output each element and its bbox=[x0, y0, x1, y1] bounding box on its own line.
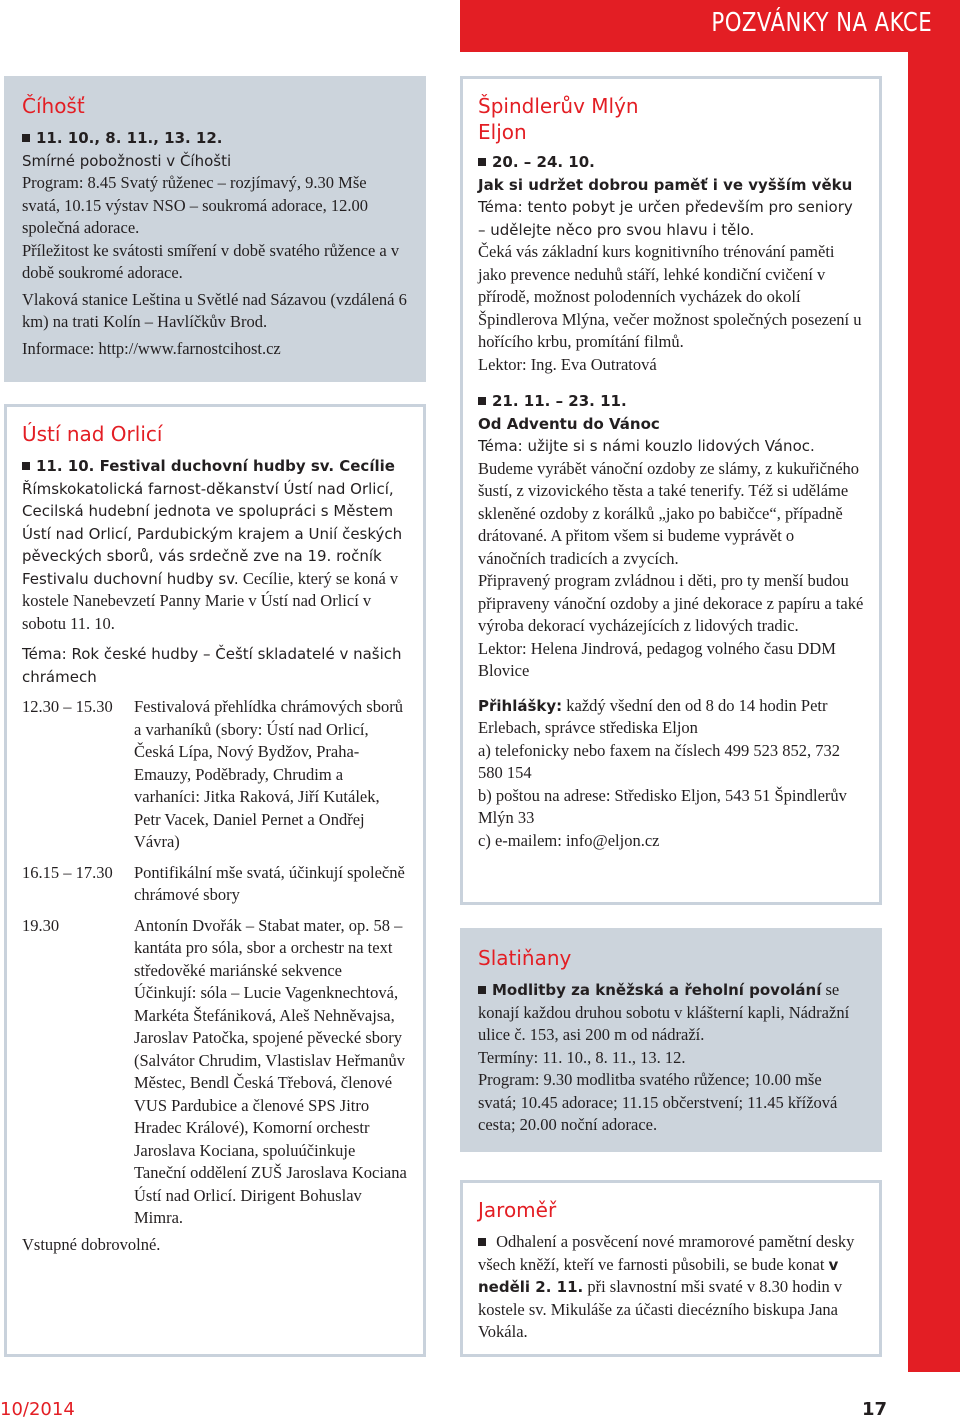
program-time: 16.15 – 17.30 bbox=[22, 862, 113, 882]
program-desc: Festivalová přehlídka chrámových sborů a varhaníků (sbory: Ústí nad Orlicí, Česká Lípa, Nový Bydžov, Praha-Emauzy, Poděbrady, Chrudim a varhaníci: Jitka Raková, Jiří Kutálek, Petr Vacek, Daniel Pernet a Ondřej Vávra) bbox=[134, 697, 403, 851]
jaromer-date: v neděli 2. 11. bbox=[478, 1255, 839, 1296]
spindl-title-town: Špindlerův Mlýn bbox=[478, 94, 639, 118]
slatinany-terms: Termíny: 11. 10., 8. 11., 13. 12. bbox=[478, 1047, 686, 1067]
jaromer-box bbox=[460, 1180, 882, 1357]
ev1-theme: Téma: tento pobyt je určen především pro seniory – udělejte něco pro svou hlavu i tělo. bbox=[478, 198, 853, 239]
registration bbox=[478, 695, 864, 740]
spindl-box bbox=[460, 76, 882, 905]
ev2-theme: Téma: užijte si s námi kouzlo lidových Vánoc. bbox=[478, 437, 815, 455]
ev2-lector: Lektor: Helena Jindrová, pedagog volného času DDM Blovice bbox=[478, 638, 836, 680]
ev1-date: 20. – 24. 10. bbox=[478, 151, 864, 174]
cihost-box bbox=[4, 76, 426, 382]
usti-intro-serif: Cecílie, který se koná v kostele Nanebevzetí Panny Marie v Ústí nad Orlicí v sobotu 11. 10. bbox=[22, 568, 399, 633]
spindl-title bbox=[478, 93, 864, 145]
ev2-desc: Budeme vyrábět vánoční ozdoby ze slámy, z kukuřičného šustí, z vizovického těsta a také tenerify. Též si uděláme skleněné ozdoby z korálků „jako po babičce“, případně drátované. A přitom všem si budeme vyprávět o vánočních tradicích a zvycích. bbox=[478, 458, 860, 568]
cihost-title: Číhošť bbox=[22, 94, 85, 118]
slatinany-lead-bold: Modlitby za kněžská a řeholní povolání bbox=[478, 981, 821, 999]
cihost-info: Informace: http://www.farnostcihost.cz bbox=[22, 338, 281, 358]
header-band bbox=[460, 0, 960, 52]
cihost-event: Smírné pobožnosti v Číhošti bbox=[22, 151, 232, 170]
usti-entry: Vstupné dobrovolné. bbox=[22, 1234, 161, 1254]
ev1-desc: Čeká vás základní kurs kognitivního trénování paměti jako prevence neduhů stáří, lehké kondiční cvičení v přírodě, možnost polodenních vycházek do okolí Špindlerova Mlýna, večer možnost společných posezení u hořícího krbu, promítání filmů. bbox=[478, 242, 862, 351]
program-row bbox=[22, 915, 408, 1230]
slatinany-lead bbox=[478, 979, 864, 1047]
spindl-title-center: Eljon bbox=[478, 120, 527, 144]
red-side-stripe bbox=[908, 52, 960, 1372]
usti-intro-sans: Římskokatolická farnost-děkanství Ústí nad Orlicí, Cecilská hudební jednota ve spolupráci s Městem Ústí nad Orlicí, Pardubickým krajem a Unií českých pěveckých sborů, vás srdečně zve na 19. ročník Festivalu duchovní hudby sv. bbox=[22, 479, 403, 588]
ev2-name: Od Adventu do Vánoc bbox=[478, 414, 660, 433]
registration-email: c) e-mailem: info@eljon.cz bbox=[478, 830, 660, 850]
registration-phone: a) telefonicky nebo faxem na číslech 499 523 852, 732 580 154 bbox=[478, 740, 840, 782]
program-desc: Antonín Dvořák – Stabat mater, op. 58 – kantáta pro sóla, sbor a orchestr na text středověké mariánské sekvence Účinkují: sóla – Lucie Vagenknechtová, Markéta Štefániková, Aleš Nehněvajsa, Jaroslav Patočka, spojené pěvecké sbory (Salvátor Chrudim, Vlastislav Heřmanův Městec, Bendl Česká Třebová, členové VUS Pardubice a členové SPS Jitro Hradec Králové), Komorní orchestr Jaroslava Kociana, spoluúčinkuje Taneční oddělení ZUŠ Jaroslava Kociana Ústí nad Orlicí. Dirigent Bohuslav Mimra. bbox=[134, 915, 407, 1227]
jaromer-title: Jaroměř bbox=[478, 1198, 557, 1222]
slatinany-box bbox=[460, 928, 882, 1152]
program-row bbox=[22, 862, 408, 907]
registration-label: Přihlášky: bbox=[478, 696, 563, 715]
usti-theme: Téma: Rok české hudby – Čeští skladatelé v našich chrámech bbox=[22, 645, 402, 686]
ev2-date: 21. 11. – 23. 11. bbox=[478, 390, 864, 413]
slatinany-title: Slatiňany bbox=[478, 946, 572, 970]
usti-box bbox=[4, 404, 426, 1357]
section-title: POZVÁNKY NA AKCE bbox=[711, 8, 932, 38]
usti-lead: 11. 10. Festival duchovní hudby sv. Cecílie bbox=[22, 455, 408, 478]
slatinany-program: Program: 9.30 modlitba svatého růžence; 10.00 mše svatá; 10.45 adorace; 11.15 občerstvení; 11.45 křížová cesta; 20.00 noční adorace. bbox=[478, 1070, 838, 1134]
ev1-lector: Lektor: Ing. Eva Outratová bbox=[478, 354, 657, 374]
page-number: 17 bbox=[862, 1399, 888, 1420]
cihost-train: Vlaková stanice Leština u Světlé nad Sázavou (vzdálená 6 km) na trati Kolín – Havlíčkův Brod. bbox=[22, 289, 407, 331]
jaromer-text-2: při slavnostní mši svaté v 8.30 hodin v kostele sv. Mikuláše za účasti diecézního biskupa Jana Vokála. bbox=[478, 1277, 843, 1341]
usti-intro bbox=[22, 478, 408, 636]
usti-title: Ústí nad Orlicí bbox=[22, 422, 163, 446]
jaromer-text bbox=[478, 1231, 864, 1344]
issue-number: 10/2014 bbox=[0, 1399, 75, 1420]
cihost-confession: Příležitost ke svátosti smíření v době svatého růžence a v době soukromé adorace. bbox=[22, 240, 400, 282]
jaromer-text-1: Odhalení a posvěcení nové mramorové pamětní desky všech kněží, kteří ve farnosti působili, se bude konat bbox=[478, 1232, 855, 1274]
cihost-program: Program: 8.45 Svatý růženec – rozjímavý, 9.30 Mše svatá, 10.15 výstav NSO – soukromá adorace, 12.00 společná adorace. bbox=[22, 173, 368, 237]
ev2-kids: Připravený program zvládnou i děti, pro ty menší budou připraveny vánoční ozdoby a jiné dekorace z papíru a také výroba dekorací vycházejících z lidových tradic. bbox=[478, 571, 864, 635]
ev1-name: Jak si udržet dobrou paměť i ve vyšším věku bbox=[478, 175, 853, 194]
slatinany-lead-rest: se konají každou druhou sobotu v klášterní kapli, Nádražní ulice č. 153, asi 200 m od nádraží. bbox=[478, 980, 850, 1044]
program-desc: Pontifikální mše svatá, účinkují společně chrámové sbory bbox=[134, 862, 405, 904]
program-time: 12.30 – 15.30 bbox=[22, 697, 113, 716]
program-time: 19.30 bbox=[22, 915, 60, 935]
cihost-dates: 11. 10., 8. 11., 13. 12. bbox=[22, 127, 408, 150]
registration-text: každý všední den od 8 do 14 hodin Petr Erlebach, správce střediska Eljon bbox=[478, 695, 828, 737]
registration-post: b) poštou na adrese: Středisko Eljon, 543 51 Špindlerův Mlýn 33 bbox=[478, 785, 847, 827]
program-row bbox=[22, 696, 408, 854]
